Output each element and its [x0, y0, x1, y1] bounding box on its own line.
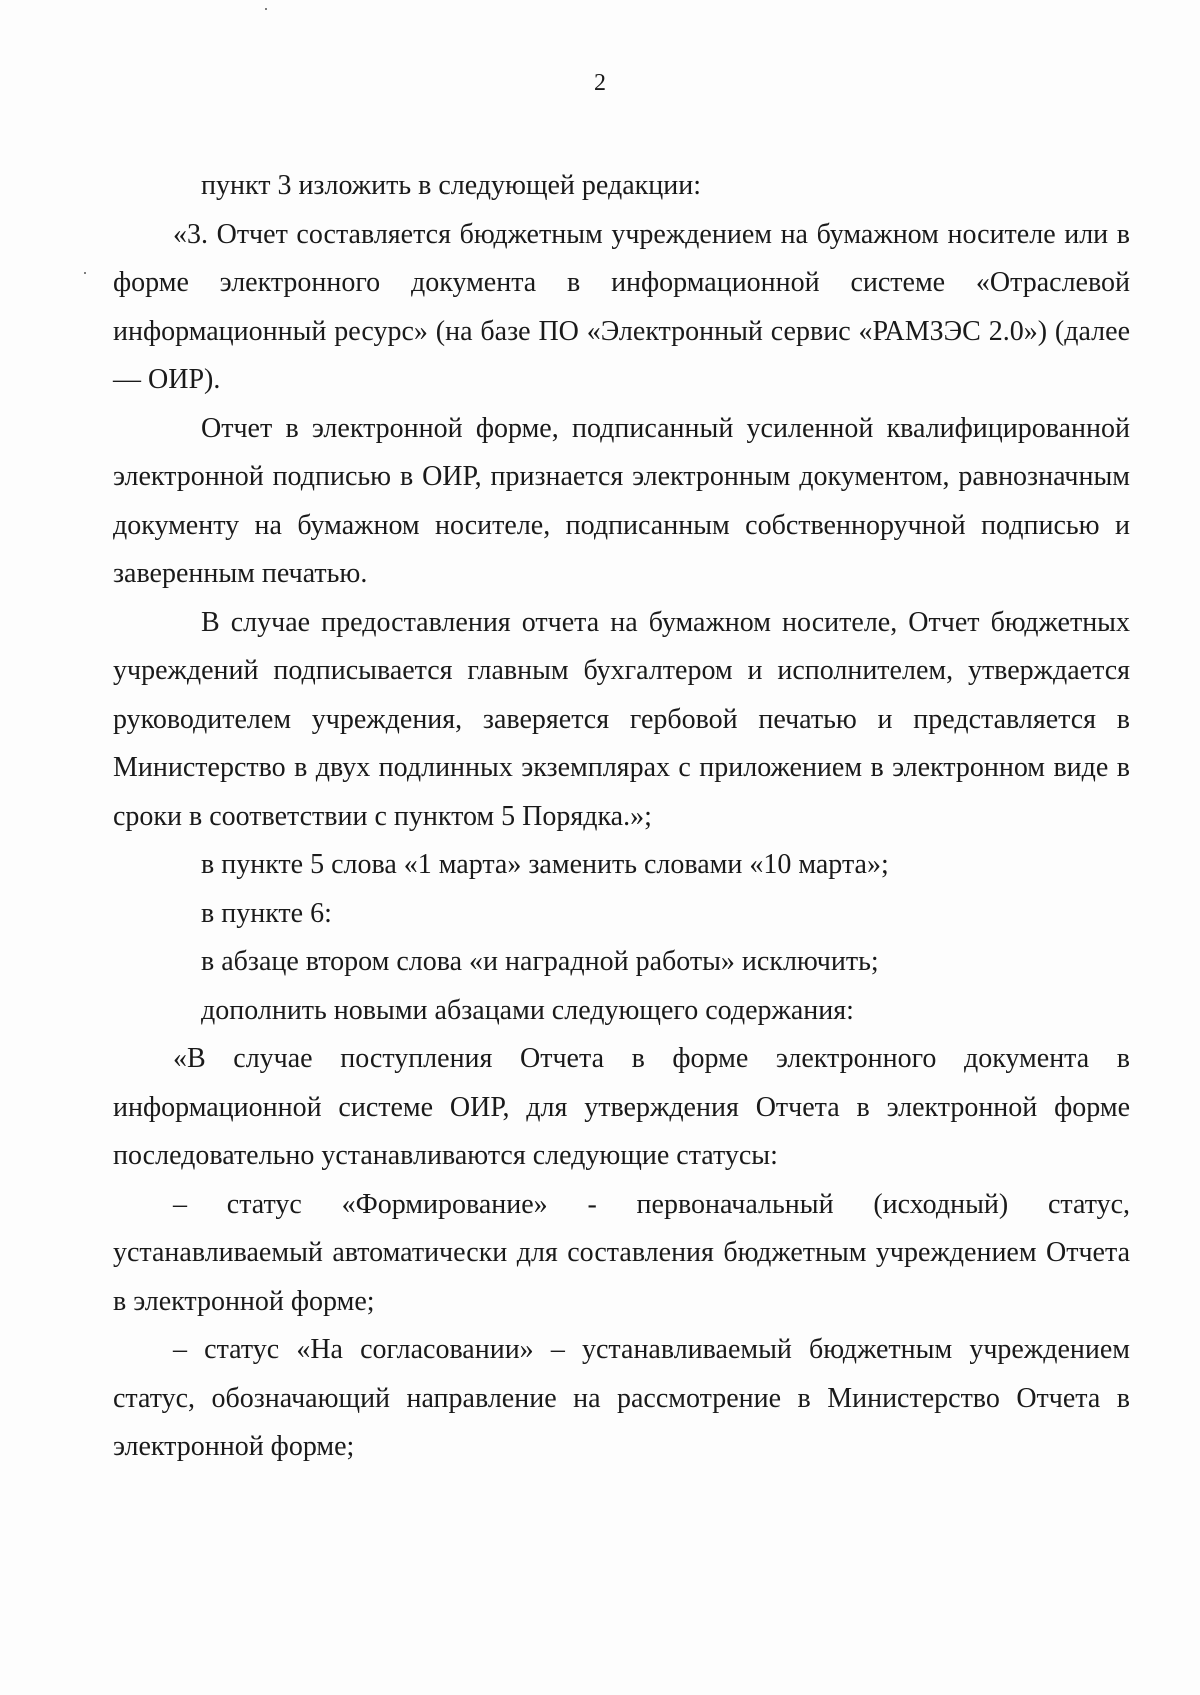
- paragraph: «3. Отчет составляется бюджетным учреждением на бумажном носителе или в форме электронного документа в информационной системе «Отраслевой информационный ресурс» (на базе ПО «Электронный сервис «РАМЗЭС 2.0») (далее — ОИР).: [113, 218, 1130, 395]
- paragraph: дополнить новыми абзацами следующего содержания:: [201, 994, 854, 1026]
- paragraph: пункт 3 изложить в следующей редакции:: [201, 170, 701, 201]
- paragraph: Отчет в электронной форме, подписанный усиленной квалифицированной электронной подписью в ОИР, признается электронным документом, равнозначным документу на бумажном носителе, подписанным собственноручной подписью и заверенным печатью.: [113, 412, 1130, 589]
- paragraph: – статус «Формирование» - первоначальный (исходный) статус, устанавливаемый автоматически для составления бюджетным учреждением Отчета в электронной форме;: [113, 1188, 1130, 1317]
- paragraph: В случае предоставления отчета на бумажном носителе, Отчет бюджетных учреждений подписывается главным бухгалтером и исполнителем, утверждается руководителем учреждения, заверяется гербовой печатью и представляется в Министерство в двух подлинных экземплярах с приложением в электронном виде в сроки в соответствии с пунктом 5 Порядка.»;: [113, 606, 1130, 832]
- scan-speck: [84, 272, 86, 274]
- paragraph: – статус «На согласовании» – устанавливаемый бюджетным учреждением статус, обозначающий направление на рассмотрение в Министерство Отчета в электронной форме;: [113, 1334, 1130, 1462]
- paragraph: «В случае поступления Отчета в форме электронного документа в информационной системе ОИР, для утверждения Отчета в электронной форме последовательно устанавливаются следующие статусы:: [113, 1043, 1130, 1171]
- paragraph: в пункте 6:: [201, 897, 332, 929]
- paragraph: в пункте 5 слова «1 марта» заменить словами «10 марта»;: [201, 849, 889, 880]
- page-number: 2: [594, 70, 606, 96]
- paragraph: в абзаце втором слова «и наградной работы» исключить;: [201, 946, 879, 977]
- document-body: [113, 162, 1130, 1472]
- scan-speck: [265, 8, 267, 10]
